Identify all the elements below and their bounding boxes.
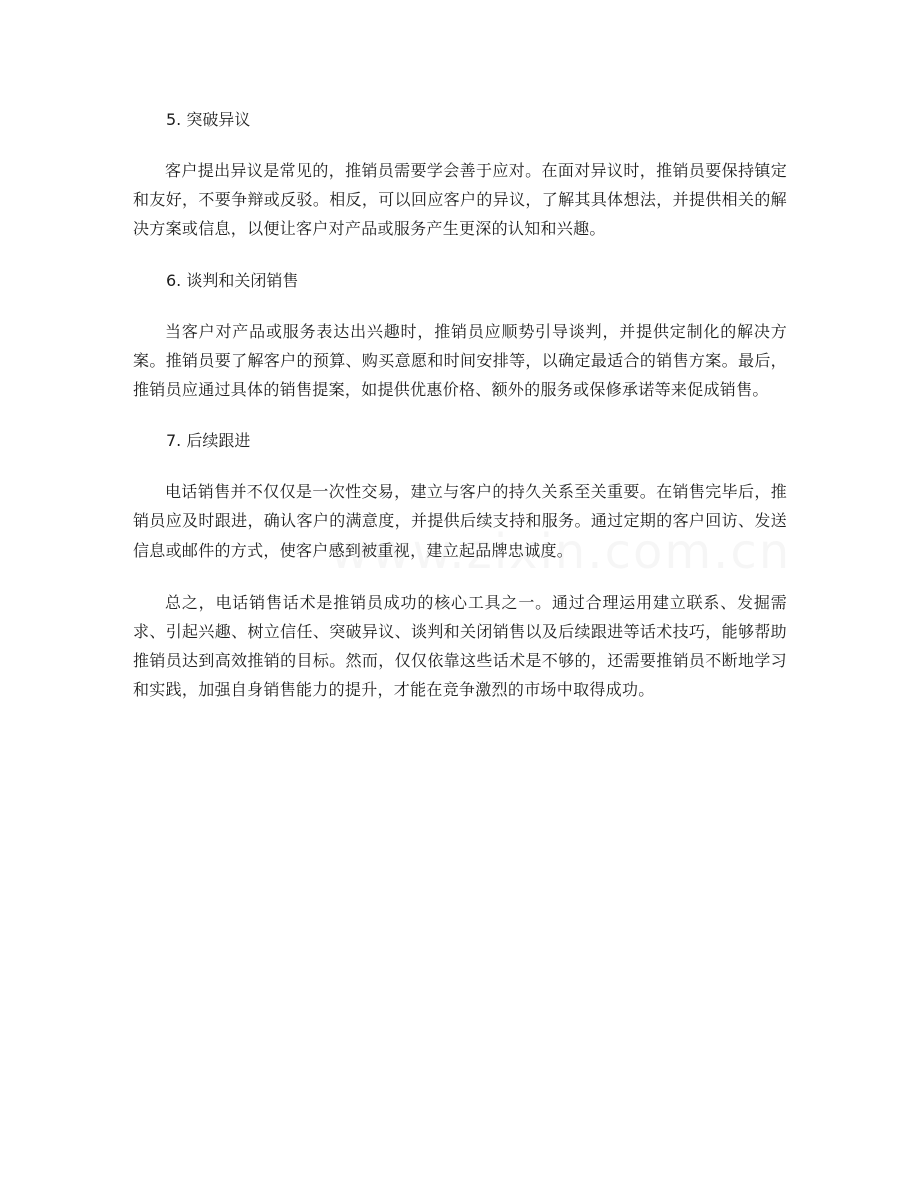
conclusion-paragraph: 总之，电话销售话术是推销员成功的核心工具之一。通过合理运用建立联系、发掘需求、引起兴趣、树立信任、突破异议、谈判和关闭销售以及后续跟进等话术技巧，能够帮助推销员达到高效推销的目标。然而，仅仅依靠这些话术是不够的，还需要推销员不断地学习和实践，加强自身销售能力的提升，才能在竞争激烈的市场中取得成功。 [133,592,787,700]
section-paragraph-negotiation: 当客户对产品或服务表达出兴趣时，推销员应顺势引导谈判，并提供定制化的解决方案。推销员要了解客户的预算、购买意愿和时间安排等，以确定最适合的销售方案。最后，推销员应通过具体的销售提案，如提供优惠价格、额外的服务或保修承诺等来促成销售。 [133,321,787,400]
section-paragraph-follow-up: 电话销售并不仅仅是一次性交易，建立与客户的持久关系至关重要。在销售完毕后，推销员应及时跟进，确认客户的满意度，并提供后续支持和服务。通过定期的客户回访、发送信息或邮件的方式，使客户感到被重视，建立起品牌忠诚度。 [133,482,787,560]
section-heading-objections: 5. 突破异议 [166,110,251,129]
section-heading-negotiation: 6. 谈判和关闭销售 [166,270,299,290]
section-paragraph-objections: 客户提出异议是常见的，推销员需要学会善于应对。在面对异议时，推销员要保持镇定和友好，不要争辩或反驳。相反，可以回应客户的异议，了解其具体想法，并提供相关的解决方案或信息，以便让客户对产品或服务产生更深的认知和兴趣。 [133,161,787,239]
section-heading-follow-up: 7. 后续跟进 [166,431,251,451]
document-body [133,106,787,705]
